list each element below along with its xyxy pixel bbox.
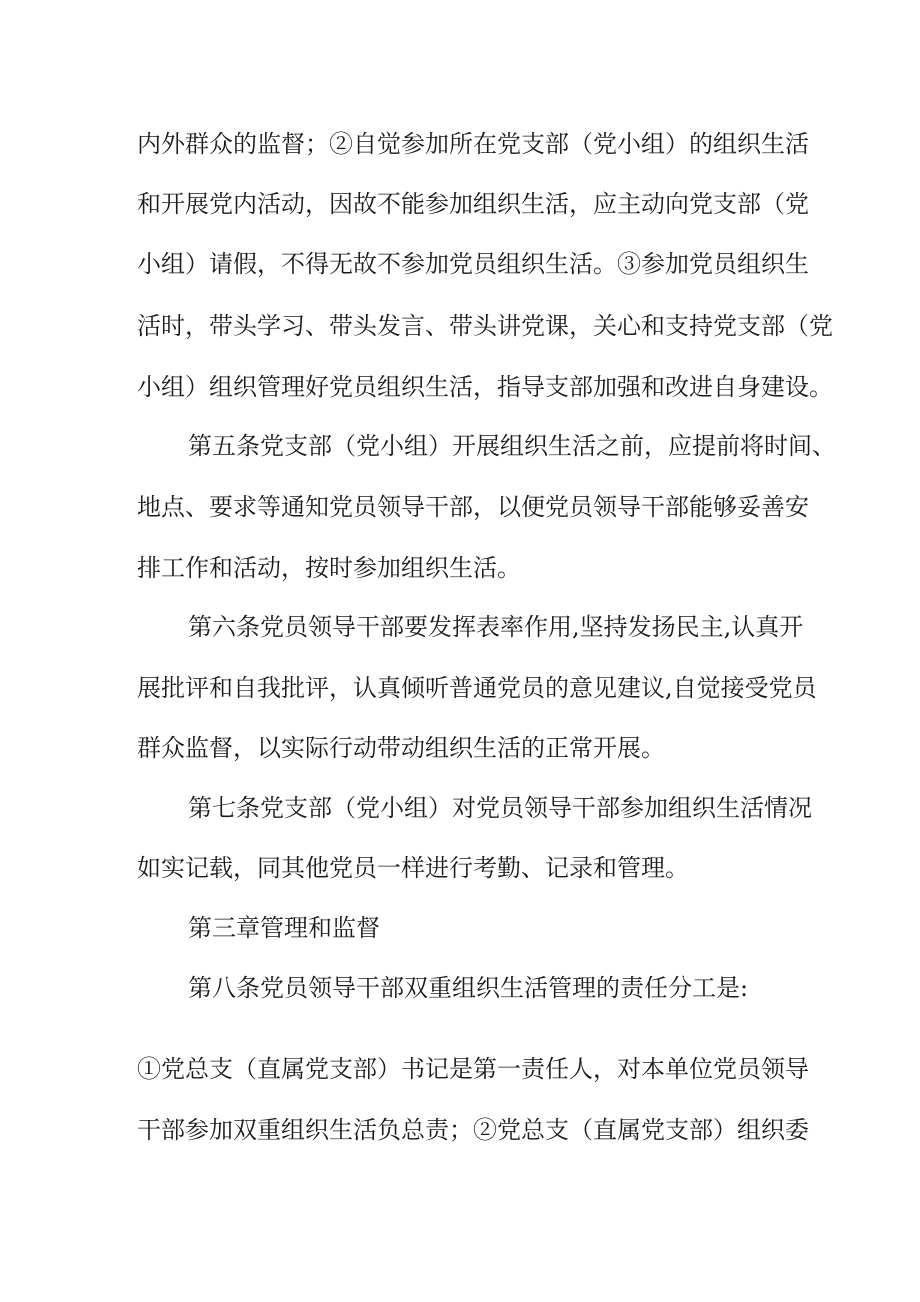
text-line: 干部参加双重组织生活负总责；②党总支（直属党支部）组织委	[137, 1116, 809, 1144]
article-6-first-line: 第六条党员领导干部要发挥表率作用,坚持发扬民主,认真开	[188, 613, 804, 641]
article-5-first-line: 第五条党支部（党小组）开展组织生活之前，应提前将时间、	[188, 432, 836, 460]
text-line: 活时，带头学习、带头发言、带头讲党课，关心和支持党支部（党	[137, 312, 833, 340]
text-line: 如实记载，同其他党员一样进行考勤、记录和管理。	[137, 854, 689, 882]
text-line: 展批评和自我批评，认真倾听普通党员的意见建议,自觉接受党员	[137, 674, 817, 702]
text-line: 群众监督，以实际行动带动组织生活的正常开展。	[137, 734, 665, 762]
article-7-first-line: 第七条党支部（党小组）对党员领导干部参加组织生活情况	[188, 794, 812, 822]
text-line: 排工作和活动，按时参加组织生活。	[137, 554, 521, 582]
text-line: 小组）组织管理好党员组织生活，指导支部加强和改进自身建设。	[137, 373, 833, 401]
text-line: 内外群众的监督；②自觉参加所在党支部（党小组）的组织生活	[137, 130, 809, 158]
chapter-heading: 第三章管理和监督	[188, 914, 380, 942]
text-line: ①党总支（直属党支部）书记是第一责任人，对本单位党员领导	[137, 1055, 809, 1083]
text-line: 地点、要求等通知党员领导干部，以便党员领导干部能够妥善安	[137, 493, 809, 521]
text-line: 小组）请假，不得无故不参加党员组织生活。③参加党员组织生	[137, 250, 809, 278]
text-line: 和开展党内活动，因故不能参加组织生活，应主动向党支部（党	[137, 190, 809, 218]
article-8-first-line: 第八条党员领导干部双重组织生活管理的责任分工是:	[188, 974, 749, 1002]
